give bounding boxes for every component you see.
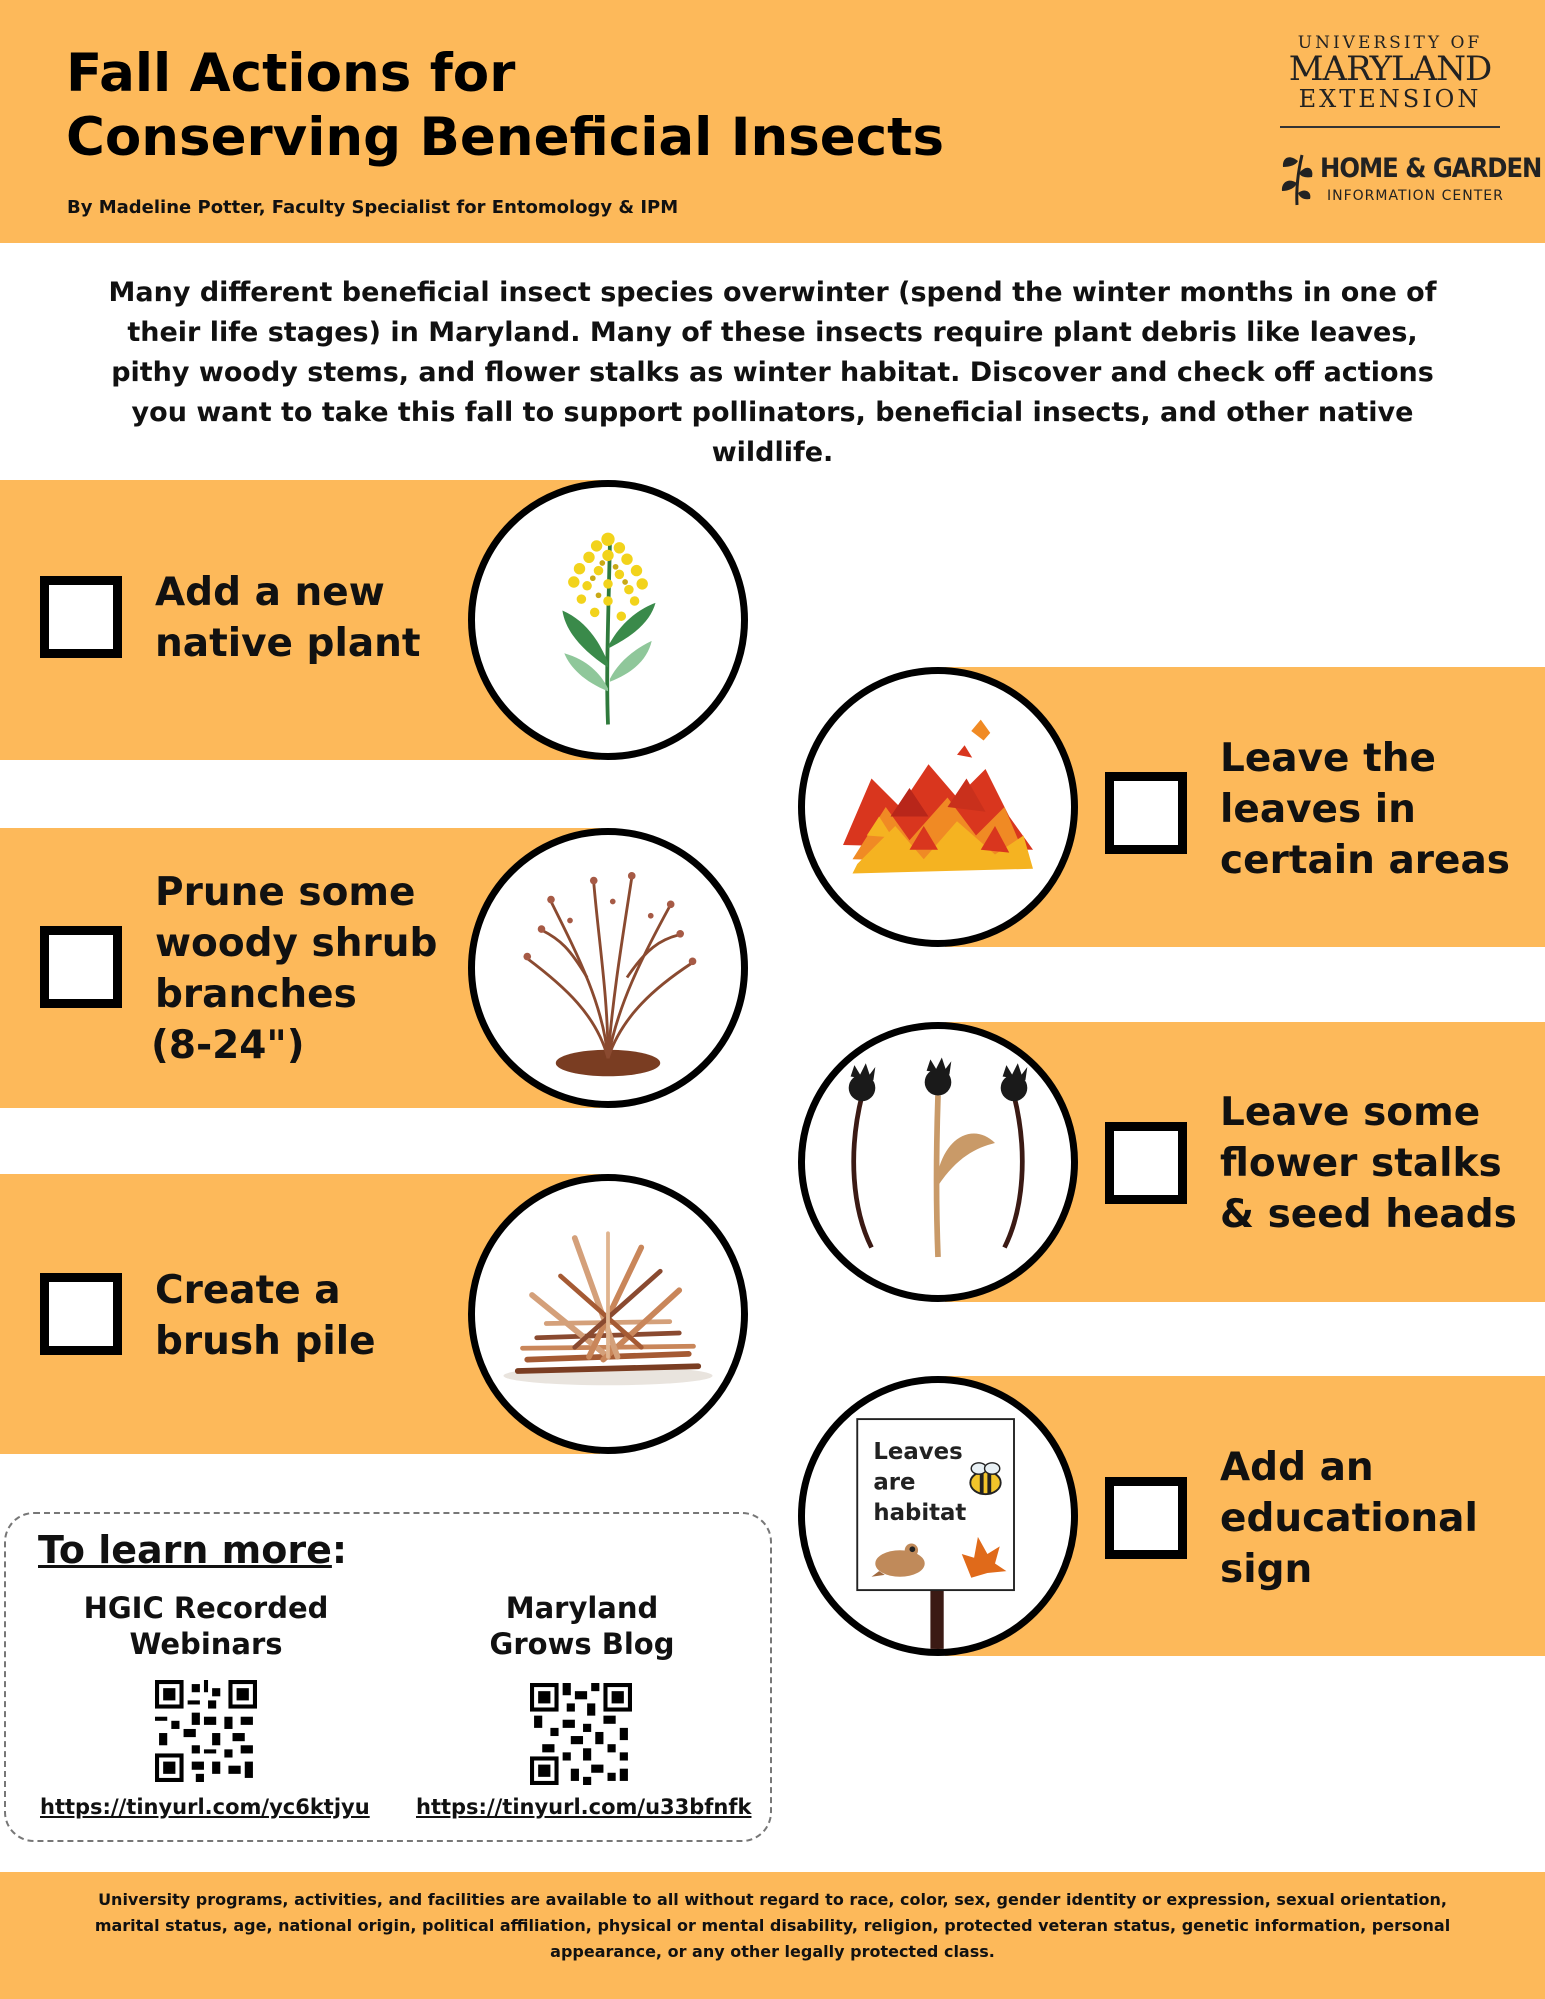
- logo-line-2: MARYLAND: [1288, 49, 1492, 89]
- qr-code-webinars[interactable]: [155, 1680, 257, 1782]
- resource-title-line: Webinars: [129, 1627, 283, 1661]
- label-line: & seed heads: [1220, 1192, 1517, 1237]
- url-webinars[interactable]: https://tinyurl.com/yc6ktjyu: [40, 1795, 370, 1819]
- logo-divider: [1280, 126, 1500, 128]
- learn-more-heading: [38, 1528, 347, 1572]
- label-line: Add a new: [155, 570, 385, 615]
- learn-more-colon: :: [331, 1528, 348, 1572]
- action-label-brush: [155, 1265, 376, 1367]
- shrub-icon: [468, 828, 748, 1108]
- checkbox-stalks[interactable]: [1105, 1122, 1187, 1204]
- learn-more-heading-text: To learn more: [38, 1528, 332, 1572]
- label-line: certain areas: [1220, 838, 1511, 883]
- label-line: branches: [155, 972, 357, 1017]
- action-label-native-plant: [155, 567, 421, 669]
- qr-code-blog[interactable]: [530, 1683, 632, 1785]
- checkbox-leaves[interactable]: [1105, 772, 1187, 854]
- checkbox-prune[interactable]: [40, 926, 122, 1008]
- label-line: woody shrub: [155, 921, 438, 966]
- hgic-leaf-icon: [1278, 147, 1316, 207]
- goldenrod-icon: [468, 480, 748, 760]
- seed-heads-icon: [798, 1022, 1078, 1302]
- resource-title-webinars: [56, 1590, 356, 1662]
- label-line: flower stalks: [1220, 1141, 1502, 1186]
- action-label-sign: [1220, 1442, 1478, 1595]
- logo-line-1: UNIVERSITY OF: [1297, 33, 1483, 53]
- action-label-leaves: [1220, 733, 1510, 886]
- label-line: (8-24"): [151, 1023, 305, 1068]
- intro-paragraph: Many different beneficial insect species overwinter (spend the winter months in one of their life stages) in Maryland. Many of these insects require plant debris like leaves, pithy woody stems, and flower stalks as winter habitat. Discover and check off actions you want to take this fall to support pollinators, beneficial insects, and other native wildlife.: [108, 277, 1437, 468]
- sign-icon: [798, 1376, 1078, 1656]
- sign-text-3: habitat: [873, 1499, 967, 1526]
- url-blog[interactable]: https://tinyurl.com/u33bfnfk: [416, 1795, 752, 1819]
- checkbox-brush[interactable]: [40, 1273, 122, 1355]
- logo-line-3: EXTENSION: [1298, 85, 1482, 113]
- label-line: Create a: [155, 1268, 341, 1313]
- checkbox-native-plant[interactable]: [40, 576, 122, 658]
- checkbox-sign[interactable]: [1105, 1477, 1187, 1559]
- label-line: Add an: [1220, 1445, 1374, 1490]
- nondiscrimination-statement: University programs, activities, and facilities are available to all without regard to race, color, sex, gender identity or expression, sexual orientation, marital status, age, national origin, political affiliation, physical or mental disability, religion, protected veteran status, genetic information, personal appearance, or any other legally protected class.: [94, 1890, 1451, 1961]
- leaf-pile-icon: [798, 667, 1078, 947]
- label-line: sign: [1220, 1547, 1313, 1592]
- resource-title-line: Maryland: [505, 1591, 659, 1625]
- sign-text-1: Leaves: [873, 1439, 963, 1465]
- label-line: Leave some: [1220, 1090, 1481, 1135]
- resource-title-blog: [432, 1590, 732, 1662]
- resource-title-line: HGIC Recorded: [83, 1591, 329, 1625]
- sign-text-2: are: [873, 1469, 916, 1496]
- page-title: [66, 42, 944, 170]
- action-label-stalks: [1220, 1087, 1517, 1240]
- hgic-title: HOME & GARDEN: [1320, 153, 1542, 184]
- label-line: Prune some: [155, 870, 416, 915]
- label-line: brush pile: [155, 1319, 376, 1364]
- brush-pile-icon: [468, 1174, 748, 1454]
- label-line: Leave the: [1220, 736, 1436, 781]
- label-line: leaves in: [1220, 787, 1416, 832]
- action-label-prune: [151, 867, 438, 1071]
- umd-extension-logo: [1275, 33, 1505, 113]
- bee-icon: [970, 1463, 1000, 1494]
- title-line-1: Fall Actions for: [66, 43, 516, 104]
- byline: By Madeline Potter, Faculty Specialist for Entomology & IPM: [67, 197, 679, 218]
- title-line-2: Conserving Beneficial Insects: [66, 107, 945, 168]
- label-line: educational: [1220, 1496, 1478, 1541]
- label-line: native plant: [155, 621, 421, 666]
- hgic-subtitle: INFORMATION CENTER: [1327, 188, 1504, 204]
- resource-title-line: Grows Blog: [489, 1627, 675, 1661]
